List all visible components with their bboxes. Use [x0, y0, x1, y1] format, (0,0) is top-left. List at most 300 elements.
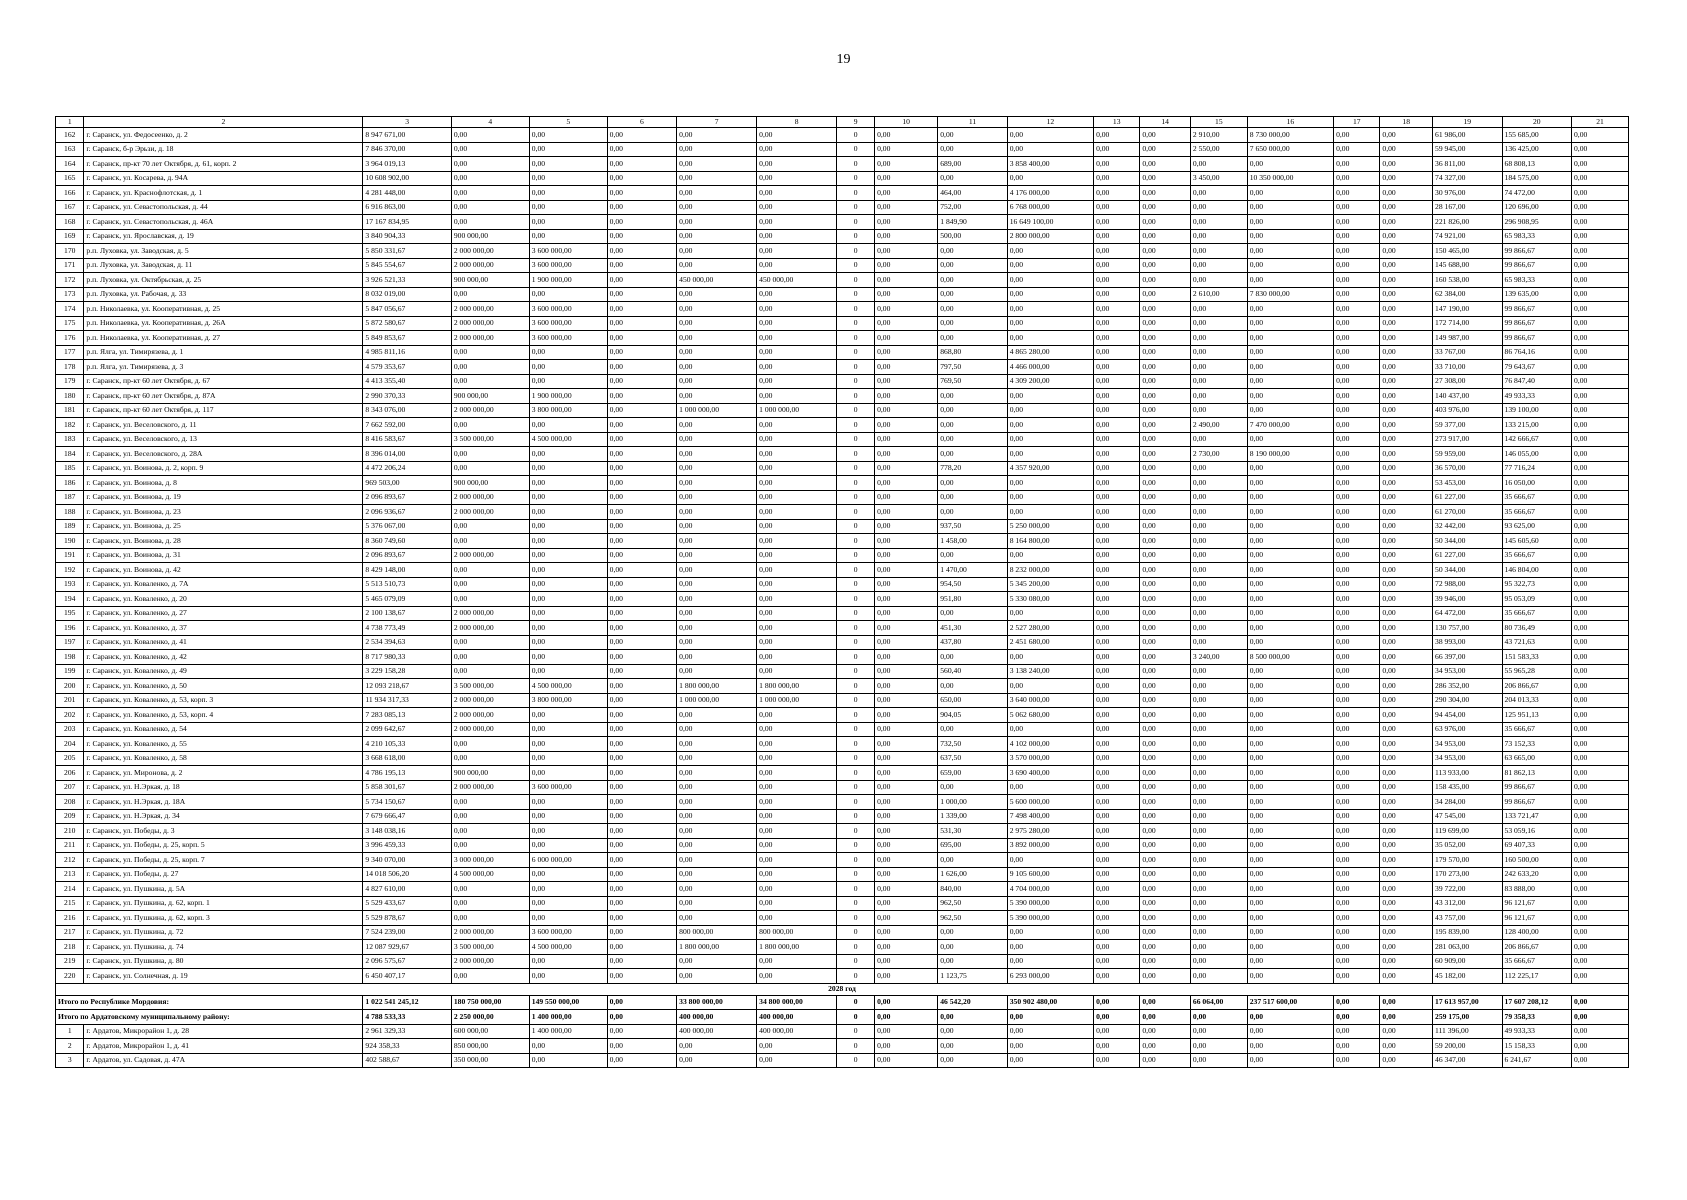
value-cell: 0,00 — [1380, 461, 1433, 476]
value-cell: 0,00 — [1140, 287, 1191, 302]
value-cell: 0,00 — [757, 766, 837, 781]
row-number: 165 — [56, 171, 84, 186]
row-number: 170 — [56, 244, 84, 259]
address-cell: г. Саранск, ул. Пушкина, д. 80 — [84, 954, 363, 969]
value-cell: 0,00 — [875, 157, 938, 172]
value-cell: 0,00 — [1380, 737, 1433, 752]
value-cell: 0,00 — [1140, 809, 1191, 824]
value-cell: 0,00 — [1190, 940, 1247, 955]
value-cell: 61 270,00 — [1433, 505, 1502, 520]
value-cell: 0,00 — [607, 867, 676, 882]
value-cell: 0,00 — [607, 171, 676, 186]
value-cell: 924 358,33 — [363, 1039, 451, 1054]
table-row — [56, 969, 1629, 984]
value-cell: 0,00 — [1094, 142, 1140, 157]
value-cell: 4 357 920,00 — [1007, 461, 1093, 476]
value-cell: 39 946,00 — [1433, 592, 1502, 607]
value-cell: 0,00 — [1007, 476, 1093, 491]
value-cell: 0,00 — [757, 389, 837, 404]
value-cell: 0,00 — [1380, 200, 1433, 215]
value-cell: 0,00 — [529, 476, 607, 491]
table-row — [56, 693, 1629, 708]
value-cell: 0,00 — [607, 969, 676, 984]
row-number: 192 — [56, 563, 84, 578]
value-cell: 0,00 — [451, 650, 529, 665]
address-cell: г. Ардатов, ул. Садовая, д. 47А — [84, 1053, 363, 1068]
table-row — [56, 302, 1629, 317]
value-cell: 0,00 — [1380, 1024, 1433, 1039]
address-cell: г. Саранск, ул. Коваленко, д. 58 — [84, 751, 363, 766]
value-cell: 840,00 — [938, 882, 1007, 897]
value-cell: 0,00 — [875, 664, 938, 679]
value-cell: 0,00 — [938, 128, 1007, 143]
value-cell: 8 232 000,00 — [1007, 563, 1093, 578]
value-cell: 0,00 — [1140, 403, 1191, 418]
value-cell: 400 000,00 — [757, 1024, 837, 1039]
value-cell: 133 215,00 — [1502, 418, 1571, 433]
value-cell: 0,00 — [1190, 302, 1247, 317]
value-cell: 0,00 — [1140, 157, 1191, 172]
value-cell: 0,00 — [1094, 708, 1140, 723]
row-number: 169 — [56, 229, 84, 244]
value-cell: 0,00 — [1380, 505, 1433, 520]
value-cell: 0,00 — [1380, 171, 1433, 186]
address-cell: г. Саранск, ул. Коваленко, д. 49 — [84, 664, 363, 679]
value-cell: 0,00 — [1334, 621, 1380, 636]
value-cell: 2 610,00 — [1190, 287, 1247, 302]
value-cell: 0 — [837, 273, 875, 288]
value-cell: 4 579 353,67 — [363, 360, 451, 375]
value-cell: 95 322,73 — [1502, 577, 1571, 592]
value-cell: 0,00 — [1380, 273, 1433, 288]
value-cell: 0,00 — [1140, 244, 1191, 259]
row-number: 162 — [56, 128, 84, 143]
value-cell: 0,00 — [607, 244, 676, 259]
value-cell: 0,00 — [875, 403, 938, 418]
address-cell: р.п. Николаевка, ул. Кооперативная, д. 25 — [84, 302, 363, 317]
value-cell: 0,00 — [451, 577, 529, 592]
value-cell: 0,00 — [875, 432, 938, 447]
value-cell: 0,00 — [451, 215, 529, 230]
value-cell: 0,00 — [1094, 722, 1140, 737]
value-cell: 0,00 — [1140, 505, 1191, 520]
value-cell: 147 190,00 — [1433, 302, 1502, 317]
value-cell: 0,00 — [1094, 403, 1140, 418]
value-cell: 49 933,33 — [1502, 1024, 1571, 1039]
value-cell: 0,00 — [875, 954, 938, 969]
value-cell: 0,00 — [1094, 490, 1140, 505]
table-row — [56, 374, 1629, 389]
value-cell: 0,00 — [757, 563, 837, 578]
value-cell: 0,00 — [607, 737, 676, 752]
value-cell: 0,00 — [875, 302, 938, 317]
value-cell: 0,00 — [529, 374, 607, 389]
value-cell: 0,00 — [451, 896, 529, 911]
value-cell: 9 105 600,00 — [1007, 867, 1093, 882]
value-cell: 0 — [837, 809, 875, 824]
value-cell: 0,00 — [607, 592, 676, 607]
value-cell: 0,00 — [1094, 925, 1140, 940]
value-cell: 0 — [837, 911, 875, 926]
value-cell: 0,00 — [1094, 186, 1140, 201]
value-cell: 0,00 — [1380, 128, 1433, 143]
value-cell: 0,00 — [1380, 519, 1433, 534]
address-cell: г. Саранск, ул. Воинова, д. 42 — [84, 563, 363, 578]
value-cell: 296 908,95 — [1502, 215, 1571, 230]
table-row — [56, 128, 1629, 143]
value-cell: 136 425,00 — [1502, 142, 1571, 157]
value-cell: 7 283 085,13 — [363, 708, 451, 723]
value-cell: 170 273,00 — [1433, 867, 1502, 882]
row-number: 213 — [56, 867, 84, 882]
value-cell: 5 872 580,67 — [363, 316, 451, 331]
value-cell: 35 666,67 — [1502, 548, 1571, 563]
value-cell: 0,00 — [1190, 374, 1247, 389]
total-label: Итого по Республике Мордовия: — [56, 995, 363, 1010]
value-cell: 0,00 — [1247, 563, 1333, 578]
value-cell: 0,00 — [1140, 795, 1191, 810]
column-header: 4 — [451, 117, 529, 128]
value-cell: 3 996 459,33 — [363, 838, 451, 853]
value-cell: 0,00 — [938, 650, 1007, 665]
table-row — [56, 664, 1629, 679]
value-cell: 0,00 — [1190, 635, 1247, 650]
table-row — [56, 157, 1629, 172]
value-cell: 0 — [837, 476, 875, 491]
value-cell: 0,00 — [1247, 157, 1333, 172]
value-cell: 0,00 — [757, 896, 837, 911]
row-number: 177 — [56, 345, 84, 360]
address-cell: г. Саранск, ул. Пушкина, д. 74 — [84, 940, 363, 955]
value-cell: 689,00 — [938, 157, 1007, 172]
value-cell: 3 600 000,00 — [529, 316, 607, 331]
row-number: 186 — [56, 476, 84, 491]
address-cell: г. Саранск, ул. Коваленко, д. 27 — [84, 606, 363, 621]
value-cell: 0,00 — [677, 882, 757, 897]
value-cell: 0,00 — [1140, 200, 1191, 215]
value-cell: 99 866,67 — [1502, 258, 1571, 273]
value-cell: 0,00 — [1190, 389, 1247, 404]
value-cell: 0,00 — [677, 258, 757, 273]
value-cell: 1 339,00 — [938, 809, 1007, 824]
value-cell: 0,00 — [875, 360, 938, 375]
value-cell: 0,00 — [1572, 171, 1629, 186]
value-cell: 0 — [837, 229, 875, 244]
row-number: 210 — [56, 824, 84, 839]
value-cell: 81 862,13 — [1502, 766, 1571, 781]
value-cell: 0,00 — [607, 389, 676, 404]
value-cell: 0,00 — [757, 505, 837, 520]
value-cell: 0,00 — [1380, 621, 1433, 636]
value-cell: 0,00 — [1190, 911, 1247, 926]
row-number: 203 — [56, 722, 84, 737]
value-cell: 0,00 — [757, 534, 837, 549]
value-cell: 2 534 394,63 — [363, 635, 451, 650]
value-cell: 0,00 — [875, 766, 938, 781]
value-cell: 0,00 — [607, 490, 676, 505]
value-cell: 0,00 — [1380, 331, 1433, 346]
value-cell: 0,00 — [1572, 809, 1629, 824]
total-value: 0,00 — [607, 995, 676, 1010]
value-cell: 0,00 — [607, 287, 676, 302]
value-cell: 5 345 200,00 — [1007, 577, 1093, 592]
value-cell: 0,00 — [529, 577, 607, 592]
year-separator-row — [56, 983, 1629, 995]
value-cell: 0,00 — [677, 751, 757, 766]
row-number: 2 — [56, 1039, 84, 1054]
table-row — [56, 954, 1629, 969]
value-cell: 0,00 — [607, 200, 676, 215]
value-cell: 0,00 — [875, 229, 938, 244]
value-cell: 0,00 — [1247, 403, 1333, 418]
value-cell: 0,00 — [757, 316, 837, 331]
value-cell: 0,00 — [1572, 737, 1629, 752]
value-cell: 0,00 — [1247, 592, 1333, 607]
value-cell: 0,00 — [875, 838, 938, 853]
value-cell: 0,00 — [1140, 1053, 1191, 1068]
value-cell: 0,00 — [1380, 650, 1433, 665]
value-cell: 1 849,90 — [938, 215, 1007, 230]
value-cell: 0,00 — [1572, 548, 1629, 563]
value-cell: 0,00 — [1094, 244, 1140, 259]
address-cell: г. Саранск, ул. Коваленко, д. 42 — [84, 650, 363, 665]
value-cell: 0 — [837, 461, 875, 476]
value-cell: 0,00 — [451, 157, 529, 172]
value-cell: 0 — [837, 244, 875, 259]
value-cell: 0,00 — [1247, 853, 1333, 868]
value-cell: 0,00 — [1247, 389, 1333, 404]
column-header: 11 — [938, 117, 1007, 128]
table-row — [56, 809, 1629, 824]
value-cell: 0 — [837, 693, 875, 708]
address-cell: р.п. Луховка, ул. Рабочая, д. 33 — [84, 287, 363, 302]
value-cell: 2 000 000,00 — [451, 258, 529, 273]
value-cell: 0,00 — [757, 302, 837, 317]
value-cell: 0,00 — [607, 751, 676, 766]
address-cell: г. Саранск, ул. Воинова, д. 25 — [84, 519, 363, 534]
value-cell: 0,00 — [529, 1039, 607, 1054]
value-cell: 0,00 — [1247, 432, 1333, 447]
value-cell: 0,00 — [1094, 737, 1140, 752]
value-cell: 0,00 — [1334, 548, 1380, 563]
value-cell: 273 917,00 — [1433, 432, 1502, 447]
row-number: 216 — [56, 911, 84, 926]
value-cell: 0 — [837, 824, 875, 839]
value-cell: 8 429 148,00 — [363, 563, 451, 578]
value-cell: 0,00 — [1247, 809, 1333, 824]
value-cell: 0,00 — [875, 795, 938, 810]
value-cell: 0,00 — [875, 940, 938, 955]
value-cell: 53 453,00 — [1433, 476, 1502, 491]
value-cell: 3 926 521,33 — [363, 273, 451, 288]
table-row — [56, 1039, 1629, 1054]
value-cell: 0,00 — [451, 142, 529, 157]
value-cell: 752,00 — [938, 200, 1007, 215]
value-cell: 0,00 — [1190, 708, 1247, 723]
value-cell: 0,00 — [607, 693, 676, 708]
value-cell: 179 570,00 — [1433, 853, 1502, 868]
value-cell: 0,00 — [607, 461, 676, 476]
value-cell: 0,00 — [1140, 940, 1191, 955]
value-cell: 0,00 — [1247, 606, 1333, 621]
value-cell: 0,00 — [529, 461, 607, 476]
value-cell: 0,00 — [451, 664, 529, 679]
value-cell: 0,00 — [1190, 1039, 1247, 1054]
value-cell: 0,00 — [1007, 606, 1093, 621]
value-cell: 0,00 — [1572, 142, 1629, 157]
value-cell: 8 164 800,00 — [1007, 534, 1093, 549]
value-cell: 0,00 — [677, 592, 757, 607]
value-cell: 4 704 000,00 — [1007, 882, 1093, 897]
value-cell: 0 — [837, 635, 875, 650]
value-cell: 0,00 — [1572, 838, 1629, 853]
value-cell: 0,00 — [1572, 693, 1629, 708]
value-cell: 0,00 — [1380, 838, 1433, 853]
value-cell: 0,00 — [1247, 273, 1333, 288]
value-cell: 0,00 — [677, 867, 757, 882]
value-cell: 0,00 — [875, 287, 938, 302]
value-cell: 0,00 — [451, 563, 529, 578]
value-cell: 0,00 — [1190, 838, 1247, 853]
table-row — [56, 1053, 1629, 1068]
value-cell: 0,00 — [1247, 490, 1333, 505]
value-cell: 6 916 863,00 — [363, 200, 451, 215]
value-cell: 0,00 — [1572, 563, 1629, 578]
value-cell: 3 148 038,16 — [363, 824, 451, 839]
value-cell: 0 — [837, 1039, 875, 1054]
value-cell: 0,00 — [1572, 186, 1629, 201]
value-cell: 0 — [837, 664, 875, 679]
value-cell: 5 849 853,67 — [363, 331, 451, 346]
total-value: 1 400 000,00 — [529, 1010, 607, 1025]
total-value: 0,00 — [1094, 995, 1140, 1010]
total-value: 0,00 — [1247, 1010, 1333, 1025]
value-cell: 0,00 — [1094, 519, 1140, 534]
table-row — [56, 795, 1629, 810]
value-cell: 0,00 — [677, 563, 757, 578]
value-cell: 0,00 — [677, 838, 757, 853]
value-cell: 0,00 — [1094, 1039, 1140, 1054]
value-cell: 4 865 280,00 — [1007, 345, 1093, 360]
value-cell: 0,00 — [1140, 853, 1191, 868]
value-cell: 0,00 — [1094, 635, 1140, 650]
value-cell: 0,00 — [938, 940, 1007, 955]
value-cell: 0,00 — [1094, 766, 1140, 781]
table-row — [56, 838, 1629, 853]
value-cell: 94 454,00 — [1433, 708, 1502, 723]
table-row — [56, 679, 1629, 694]
table-row — [56, 650, 1629, 665]
value-cell: 2 490,00 — [1190, 418, 1247, 433]
value-cell: 59 200,00 — [1433, 1039, 1502, 1054]
value-cell: 0,00 — [1007, 1024, 1093, 1039]
value-cell: 0,00 — [1094, 461, 1140, 476]
value-cell: 0,00 — [1247, 911, 1333, 926]
value-cell: 0 — [837, 171, 875, 186]
value-cell: 0 — [837, 606, 875, 621]
value-cell: 0,00 — [677, 229, 757, 244]
value-cell: 0,00 — [1572, 824, 1629, 839]
row-number: 219 — [56, 954, 84, 969]
row-number: 181 — [56, 403, 84, 418]
value-cell: 0,00 — [1140, 171, 1191, 186]
value-cell: 0,00 — [875, 447, 938, 462]
value-cell: 0,00 — [1190, 186, 1247, 201]
value-cell: 2 000 000,00 — [451, 244, 529, 259]
table-row — [56, 316, 1629, 331]
address-cell: г. Саранск, ул. Победы, д. 25, корп. 5 — [84, 838, 363, 853]
value-cell: 0,00 — [451, 751, 529, 766]
value-cell: 3 668 618,00 — [363, 751, 451, 766]
value-cell: 0,00 — [1380, 142, 1433, 157]
value-cell: 206 866,67 — [1502, 940, 1571, 955]
value-cell: 0,00 — [875, 1053, 938, 1068]
value-cell: 0,00 — [757, 1053, 837, 1068]
table-row — [56, 200, 1629, 215]
value-cell: 2 000 000,00 — [451, 722, 529, 737]
row-number: 171 — [56, 258, 84, 273]
value-cell: 3 450,00 — [1190, 171, 1247, 186]
value-cell: 0,00 — [607, 1053, 676, 1068]
value-cell: 0,00 — [1190, 157, 1247, 172]
value-cell: 0,00 — [938, 171, 1007, 186]
value-cell: 659,00 — [938, 766, 1007, 781]
total-value: 66 064,00 — [1190, 995, 1247, 1010]
column-header: 9 — [837, 117, 875, 128]
value-cell: 0,00 — [1140, 635, 1191, 650]
value-cell: 0,00 — [529, 766, 607, 781]
value-cell: 0,00 — [1140, 577, 1191, 592]
value-cell: 0,00 — [757, 621, 837, 636]
value-cell: 0,00 — [1247, 737, 1333, 752]
value-cell: 0,00 — [1334, 592, 1380, 607]
value-cell: 0 — [837, 592, 875, 607]
value-cell: 290 304,00 — [1433, 693, 1502, 708]
value-cell: 0,00 — [1334, 505, 1380, 520]
value-cell: 0,00 — [1334, 142, 1380, 157]
value-cell: 0,00 — [1094, 838, 1140, 853]
value-cell: 5 250 000,00 — [1007, 519, 1093, 534]
value-cell: 12 093 218,67 — [363, 679, 451, 694]
value-cell: 0,00 — [529, 708, 607, 723]
value-cell: 2 000 000,00 — [451, 490, 529, 505]
value-cell: 0,00 — [938, 853, 1007, 868]
value-cell: 0,00 — [1380, 389, 1433, 404]
value-cell: 0,00 — [757, 708, 837, 723]
total-value: 237 517 600,00 — [1247, 995, 1333, 1010]
value-cell: 0,00 — [938, 606, 1007, 621]
table-row — [56, 403, 1629, 418]
total-value: 17 607 208,12 — [1502, 995, 1571, 1010]
value-cell: 7 830 000,00 — [1247, 287, 1333, 302]
table-row — [56, 432, 1629, 447]
value-cell: 0,00 — [529, 229, 607, 244]
value-cell: 0,00 — [1572, 215, 1629, 230]
value-cell: 0,00 — [677, 418, 757, 433]
value-cell: 0 — [837, 780, 875, 795]
value-cell: 0,00 — [1190, 519, 1247, 534]
value-cell: 0,00 — [1334, 258, 1380, 273]
value-cell: 2 096 936,67 — [363, 505, 451, 520]
value-cell: 35 052,00 — [1433, 838, 1502, 853]
address-cell: г. Саранск, ул. Н.Эркая, д. 18А — [84, 795, 363, 810]
value-cell: 0,00 — [938, 418, 1007, 433]
address-cell: г. Саранск, ул. Федосеенко, д. 2 — [84, 128, 363, 143]
value-cell: 0,00 — [1247, 795, 1333, 810]
value-cell: 0,00 — [1094, 679, 1140, 694]
value-cell: 0 — [837, 389, 875, 404]
value-cell: 0,00 — [875, 650, 938, 665]
